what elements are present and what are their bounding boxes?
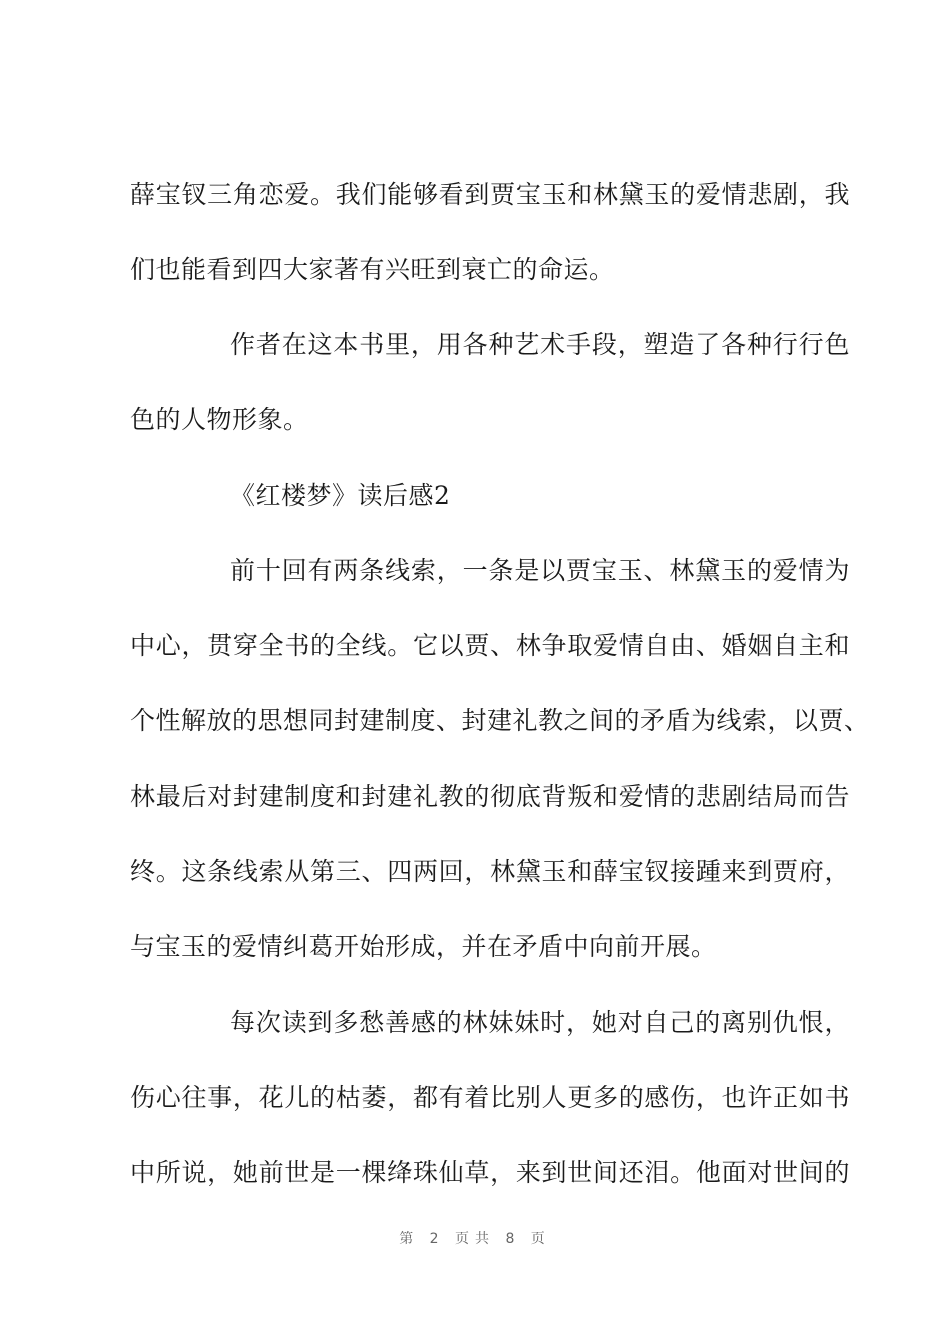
text-line: 色的人物形象。 (130, 405, 309, 434)
text-line: 伤心往事，花儿的枯萎，都有着比别人更多的感伤，也许正如书 (130, 1083, 850, 1112)
text-line: 薛宝钗三角恋爱。我们能够看到贾宝玉和林黛玉的爱情悲剧，我 (130, 180, 850, 209)
text-line: 终。这条线索从第三、四两回，林黛玉和薛宝钗接踵来到贾府， (130, 857, 850, 886)
paragraph-start-line: 每次读到多愁善感的林妹妹时，她对自己的离别仇恨， (230, 1008, 850, 1037)
text-line: 们也能看到四大家著有兴旺到衰亡的命运。 (130, 255, 615, 284)
section-heading: 《红楼梦》读后感2 (230, 481, 451, 510)
text-line: 中心，贯穿全书的全线。它以贾、林争取爱情自由、婚姻自主和 (130, 631, 850, 660)
text-line: 中所说，她前世是一棵绛珠仙草，来到世间还泪。他面对世间的 (130, 1158, 850, 1187)
text-line: 林最后对封建制度和封建礼教的彻底背叛和爱情的悲剧结局而告 (130, 782, 850, 811)
text-line: 个性解放的思想同封建制度、封建礼教之间的矛盾为线索，以贾、 (130, 706, 870, 735)
paragraph-start-line: 前十回有两条线索，一条是以贾宝玉、林黛玉的爱情为 (230, 556, 850, 585)
text-line: 与宝玉的爱情纠葛开始形成，并在矛盾中向前开展。 (130, 932, 717, 961)
paragraph-start-line: 作者在这本书里，用各种艺术手段，塑造了各种行行色 (230, 330, 850, 359)
page-number-footer: 第 2 页共 8 页 (399, 1231, 551, 1247)
